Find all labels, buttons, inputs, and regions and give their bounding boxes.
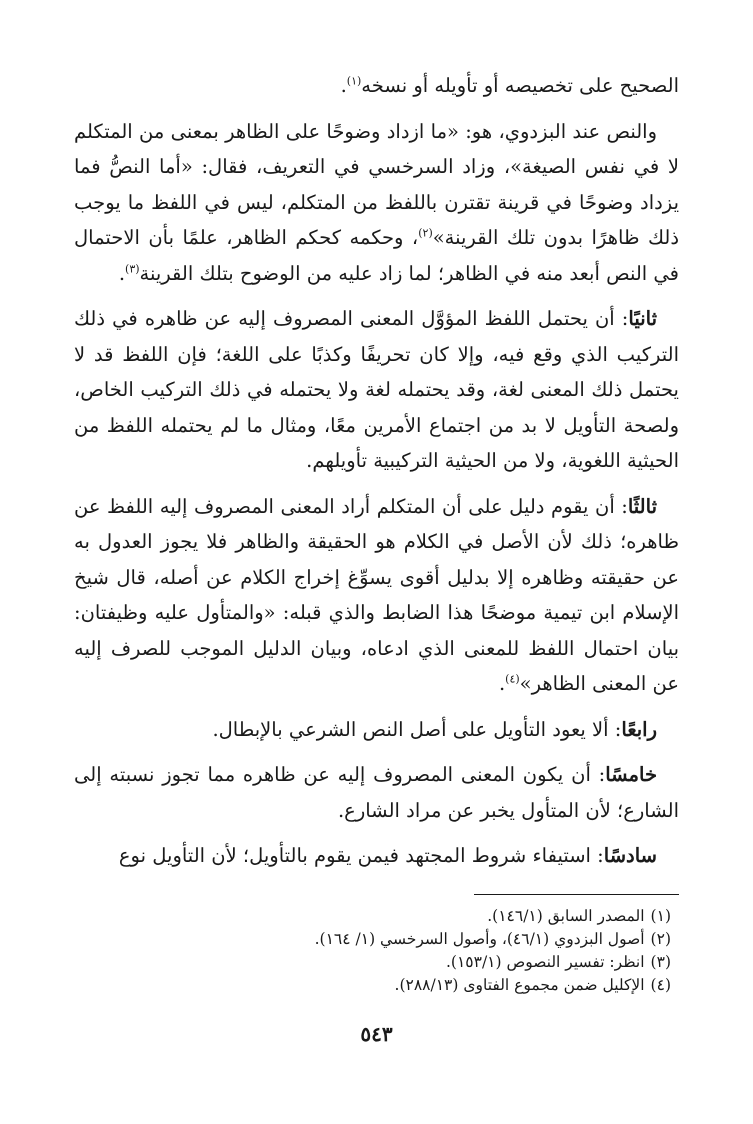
- paragraph-second-condition: ثانيًا: أن يحتمل اللفظ المؤوَّل المعنى المصروف إليه عن ظاهره في ذلك التركيب الذي وقع فيه، وإلا كان تحريفًا وكذبًا على اللغة؛ فإن اللفظ قد لا يحتمل ذلك المعنى لغة، وقد يحتمله لغة ولا يحتمله في ذلك التركيب الخاص، ولصحة التأويل لا بد من اجتماع الأمرين معًا، ومثال ما لم يحتمله اللفظ من الحيثية اللغوية، ولا من الحيثية التركيبية تأويلهم.: [74, 307, 679, 472]
- footnotes: [74, 905, 679, 997]
- footnote-item: (٣)انظر: تفسير النصوص (١٥٣/١).: [445, 952, 671, 971]
- paragraph-fourth-condition: رابعًا: ألا يعود التأويل على أصل النص الشرعي بالإبطال.: [212, 717, 657, 741]
- paragraph-fifth-condition: خامسًا: أن يكون المعنى المصروف إليه عن ظاهره مما تجوز نسبته إلى الشارع؛ لأن المتأول يخبر عن مراد الشارع.: [74, 763, 679, 822]
- main-text: [74, 68, 679, 874]
- condition-heading: رابعًا: [621, 717, 657, 741]
- page-number: ٥٤٣: [360, 1022, 393, 1046]
- condition-heading: سادسًا: [603, 844, 657, 867]
- footnote-divider: [474, 894, 679, 895]
- footnote-item: (٤)الإكليل ضمن مجموع الفتاوى (٢٨٨/١٣).: [394, 975, 671, 994]
- paragraph-nass-definition: والنص عند البزدوي، هو: «ما ازداد وضوحًا على الظاهر بمعنى من المتكلم لا في نفس الصيغة»، وزاد السرخسي في التعريف، فقال: «أما النصُّ فما يزداد وضوحًا في قرينة تقترن باللفظ من المتكلم، ليس في اللفظ ما يوجب ذلك ظاهرًا بدون تلك القرينة»$^{(٢)}$، وحكمه كحكم الظاهر، علمًا بأن الاحتمال في النص أبعد منه في الظاهر؛ لما زاد عليه من الوضوح بتلك القرينة$^{(٣)}$.: [74, 119, 680, 285]
- footnote-item: (٢)أصول البزدوي (٤٦/١)، وأصول السرخسي (١/ ١٦٤).: [314, 929, 671, 948]
- paragraph-sixth-condition: سادسًا: استيفاء شروط المجتهد فيمن يقوم بالتأويل؛ لأن التأويل نوع: [118, 844, 657, 867]
- paragraph-1: الصحيح على تخصيصه أو تأويله أو نسخه$^{(١)}$.: [340, 74, 679, 97]
- footnote-ref-2[interactable]: (٢): [418, 226, 433, 240]
- condition-heading: ثانيًا: [628, 307, 657, 330]
- footnote-item: (١)المصدر السابق (١٤٦/١).: [487, 906, 671, 925]
- paragraph-third-condition: ثالثًا: أن يقوم دليل على أن المتكلم أراد المعنى المصروف إليه اللفظ عن ظاهره؛ ذلك لأن الأصل في الكلام هو الحقيقة والظاهر فلا يجوز العدول به عن حقيقته وظاهره إلا بدليل أقوى يسوِّغ إخراج الكلام عن أصله، قال شيخ الإسلام ابن تيمية موضحًا هذا الضابط والذي قبله: «والمتأول عليه وظيفتان: بيان احتمال اللفظ للمعنى الذي ادعاه، وبيان الدليل الموجب للصرف إليه عن المعنى الظاهر»$^{(٤)}$.: [74, 494, 679, 695]
- footnote-ref-1[interactable]: (١): [346, 74, 362, 88]
- footnote-ref-4[interactable]: (٤): [505, 672, 520, 686]
- condition-heading: ثالثًا: [627, 494, 657, 518]
- condition-heading: خامسًا: [605, 763, 657, 786]
- footnote-ref-3[interactable]: (٣): [125, 262, 140, 275]
